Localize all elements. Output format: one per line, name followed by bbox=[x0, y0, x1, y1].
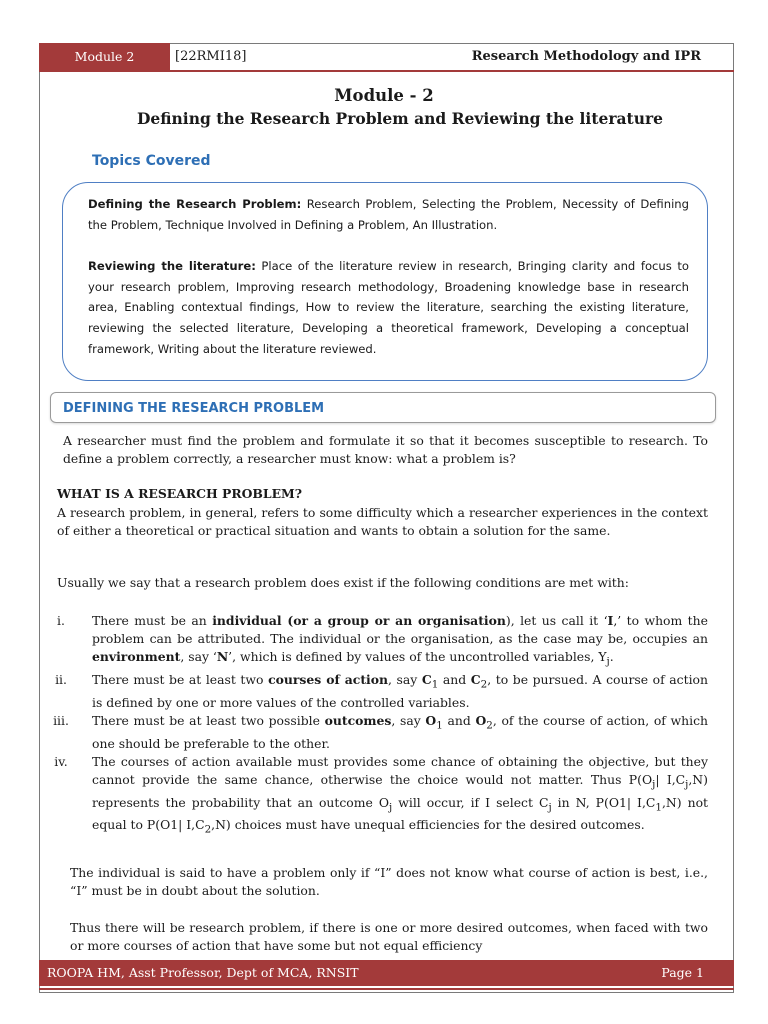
footer-author: ROOPA HM, Asst Professor, Dept of MCA, RNSIT bbox=[47, 965, 359, 980]
list-text: ,N) not equal to P(O1| I,C bbox=[92, 794, 709, 833]
conditions-paragraph: Usually we say that a research problem does exist if the following conditions are met with: bbox=[57, 575, 629, 590]
conditions-list bbox=[52, 612, 708, 839]
list-number: ii. bbox=[55, 672, 67, 688]
list-text: ,’ to whom the problem can be attributed. The individual or the organisation, as the case may be, occupies an bbox=[92, 613, 708, 647]
list-subscript: 1 bbox=[655, 801, 662, 814]
page-header bbox=[39, 43, 734, 70]
list-bold: outcomes bbox=[324, 712, 392, 728]
list-text: , say bbox=[388, 672, 422, 688]
list-bold: N bbox=[216, 649, 229, 665]
course-code: [22RMI18] bbox=[175, 49, 247, 64]
topics-text-2: Place of the literature review in research, Bringing clarity and focus to your research problem, Improving research methodology, Broadening knowledge base in research area, Enabling contextual findings, How to review the literature, searching the existing literature, reviewing the selected literature, Developing a theoretical framework, Developing a conceptual framework, Writing about the literature reviewed. bbox=[88, 259, 690, 356]
list-subscript: 2 bbox=[480, 678, 488, 691]
individual-paragraph: The individual is said to have a problem only if “I” does not know what course of action is best, i.e., “I” must be in doubt about the solution. bbox=[70, 865, 708, 899]
list-text: ,N) represents the probability that an outcome O bbox=[92, 772, 708, 810]
list-number: i. bbox=[57, 613, 65, 628]
list-text: ’, which is defined by values of the uncontrolled variables, Y bbox=[228, 649, 607, 665]
header-rule bbox=[39, 70, 734, 72]
topics-paragraph-2 bbox=[88, 256, 689, 359]
list-bold: individual (or a group or an organisation bbox=[212, 613, 506, 628]
list-text: ), let us call it ‘ bbox=[505, 613, 608, 628]
list-subscript: 2 bbox=[486, 719, 493, 732]
list-item bbox=[52, 671, 708, 712]
page-number: Page 1 bbox=[661, 965, 704, 980]
topics-label-2: Reviewing the literature: bbox=[88, 259, 256, 274]
intro-paragraph: A researcher must find the problem and formulate it so that it becomes susceptible to research. To define a problem correctly, a researcher must know: what a problem is? bbox=[63, 433, 708, 467]
module-title: Module - 2 bbox=[334, 86, 434, 105]
definition-paragraph: A research problem, in general, refers to some difficulty which a researcher experiences in the context of either a theoretical or practical situation and wants to obtain a solution for the same. bbox=[57, 505, 708, 539]
list-text: , say bbox=[391, 712, 426, 728]
footer-rule bbox=[39, 988, 734, 990]
list-text: and bbox=[438, 672, 471, 688]
topics-text-1: Research Problem, Selecting the Problem, Necessity of Defining the Problem, Technique Involved in Defining a Problem, An Illustration. bbox=[88, 197, 689, 232]
subject-title: Research Methodology and IPR bbox=[471, 49, 701, 64]
list-text: , say ‘ bbox=[180, 649, 217, 665]
list-bold: environment bbox=[92, 649, 181, 665]
topics-paragraph-1 bbox=[88, 194, 689, 235]
module-subtitle: Defining the Research Problem and Reviewing the literature bbox=[136, 109, 664, 128]
list-text: . bbox=[609, 649, 614, 665]
what-is-heading: WHAT IS A RESEARCH PROBLEM? bbox=[57, 486, 303, 501]
page-footer bbox=[39, 960, 734, 993]
footer-bar bbox=[39, 960, 734, 986]
list-subscript: j bbox=[652, 778, 656, 791]
list-subscript: 1 bbox=[431, 678, 439, 691]
list-number: iv. bbox=[54, 753, 68, 769]
topics-heading: Topics Covered bbox=[92, 153, 211, 169]
list-subscript: j bbox=[548, 801, 552, 814]
list-bold: I bbox=[607, 613, 614, 628]
list-item bbox=[52, 753, 708, 839]
list-number: iii. bbox=[53, 712, 69, 728]
list-bold: courses of action bbox=[268, 672, 389, 688]
list-bold: C bbox=[421, 672, 432, 688]
module-badge: Module 2 bbox=[39, 43, 170, 70]
list-item bbox=[52, 612, 708, 671]
list-text: in N, P(O1| I,C bbox=[551, 794, 656, 810]
list-subscript: j bbox=[389, 801, 393, 814]
thus-paragraph: Thus there will be research problem, if there is one or more desired outcomes, when faced with two or more courses of action that have some but not equal efficiency bbox=[70, 920, 708, 954]
list-subscript: j bbox=[685, 778, 689, 791]
list-text: will occur, if I select C bbox=[392, 794, 549, 810]
list-text: , of the course of action, of which one should be preferable to the other. bbox=[92, 712, 709, 751]
list-bold: O bbox=[475, 712, 487, 728]
list-bold: O bbox=[425, 712, 437, 728]
list-item bbox=[52, 712, 708, 753]
list-text: There must be at least two possible bbox=[92, 712, 325, 728]
topics-label-1: Defining the Research Problem: bbox=[88, 197, 302, 211]
list-text: and bbox=[442, 712, 476, 728]
section-heading: DEFINING THE RESEARCH PROBLEM bbox=[63, 401, 325, 416]
list-text: There must be at least two bbox=[92, 672, 269, 688]
list-subscript: 1 bbox=[436, 719, 443, 732]
topics-box bbox=[62, 182, 708, 381]
list-subscript: j bbox=[606, 655, 610, 668]
list-text: There must be an bbox=[92, 613, 213, 628]
section-heading-box bbox=[50, 392, 716, 423]
list-text: The courses of action available must provides some chance of obtaining the objective, but they cannot provide the same chance, otherwise the choice would not matter. Thus P(O bbox=[92, 753, 708, 788]
list-text: ,N) choices must have unequal efficiencies for the desired outcomes. bbox=[211, 817, 645, 833]
list-text: | I,C bbox=[655, 772, 686, 788]
list-bold: C bbox=[470, 672, 481, 688]
list-text: , to be pursued. A course of action is defined by one or more values of the controlled variables. bbox=[92, 672, 708, 710]
list-subscript: 2 bbox=[204, 823, 212, 836]
